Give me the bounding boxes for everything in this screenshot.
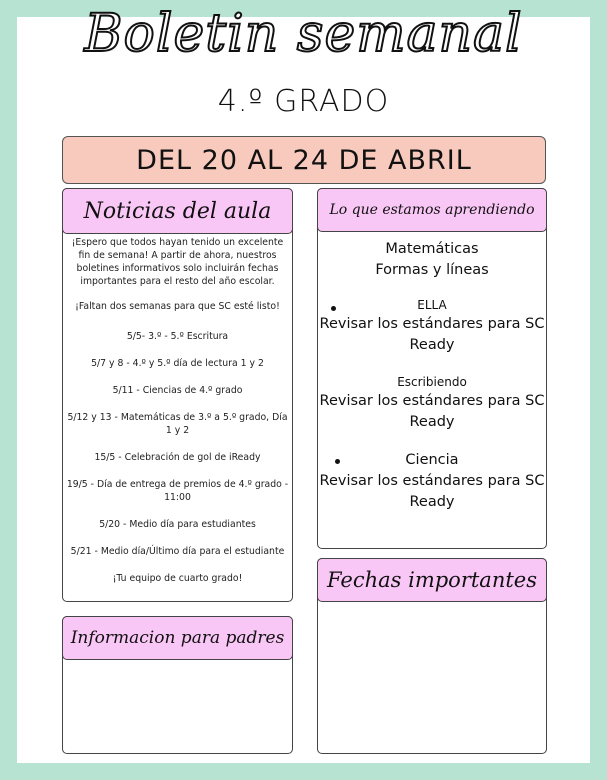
subject-science [318,450,546,513]
news-reminder: ¡Faltan dos semanas para que SC esté listo! [75,301,280,312]
subject-name: Ciencia [405,452,459,468]
news-item: 19/5 - Día de entrega de premios de 4.º grado - 11:00 [66,479,289,503]
date-range-banner: DEL 20 AL 24 DE ABRIL [62,136,546,184]
classroom-news-content [66,236,289,585]
grade-subtitle: 4.º GRADO [217,84,390,119]
news-closing: ¡Tu equipo de cuarto grado! [112,573,243,584]
news-item: 5/11 - Ciencias de 4.º grado [112,385,243,396]
subject-ella [318,296,546,356]
subject-writing [318,373,546,433]
classroom-news-heading: Noticias del aula [62,188,293,234]
news-item: 5/21 - Medio día/Último día para el estudiante [70,546,285,557]
learning-heading: Lo que estamos aprendiendo [317,188,547,232]
news-item: 15/5 - Celebración de gol de iReady [94,452,261,463]
newsletter-title: Boletin semanal [84,4,523,64]
important-dates-heading: Fechas importantes [317,558,547,602]
news-item: 5/7 y 8 - 4.º y 5.º día de lectura 1 y 2 [91,358,264,369]
subject-detail: Revisar los estándares para SC Ready [319,393,545,430]
news-intro: ¡Espero que todos hayan tenido un excelente fin de semana! A partir de ahora, nuestros boletines informativos solo incluirán fechas importantes para el resto del año escolar. [71,237,284,287]
math-topic: Formas y líneas [375,262,489,278]
subject-name: ELLA [417,298,447,312]
subject-name: Escribiendo [397,375,467,389]
math-section [318,239,546,281]
parent-info-heading: Informacion para padres [62,616,293,660]
news-item: 5/5- 3.º - 5.º Escritura [126,331,229,342]
subject-detail: Revisar los estándares para SC Ready [319,316,545,353]
subject-detail: Revisar los estándares para SC Ready [319,473,545,510]
news-item: 5/20 - Medio día para estudiantes [99,519,256,530]
math-title: Matemáticas [385,241,479,257]
news-item: 5/12 y 13 - Matemáticas de 3.º a 5.º grado, Día 1 y 2 [67,412,288,436]
